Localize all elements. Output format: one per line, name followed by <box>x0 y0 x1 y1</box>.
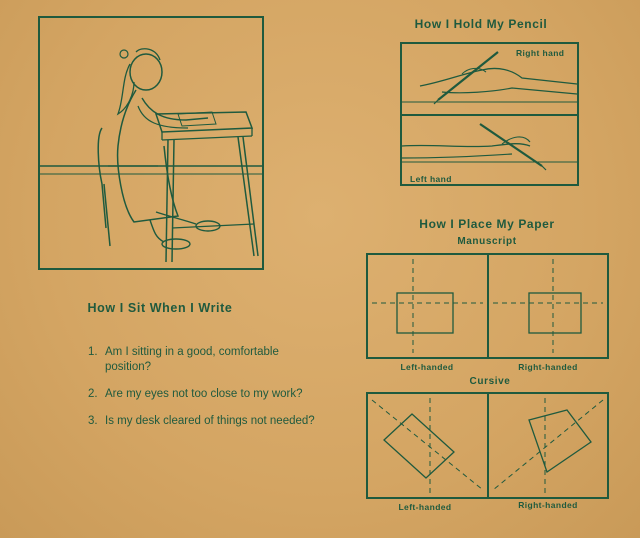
left-manuscript-paper-icon <box>368 255 487 357</box>
girl-at-desk-illustration <box>38 16 264 270</box>
posture-checklist <box>88 345 318 441</box>
manuscript-right-handed-label: Right-handed <box>518 362 578 372</box>
cursive-right-handed-label: Right-handed <box>518 500 578 510</box>
list-number: 1. <box>88 346 98 358</box>
list-text: Are my eyes not too close to my work? <box>105 388 303 400</box>
list-item <box>88 414 318 429</box>
right-hand-label: Right hand <box>516 48 565 58</box>
left-cursive-paper-icon <box>368 394 487 497</box>
cursive-diagram <box>366 392 609 499</box>
pencil-title: How I Hold My Pencil <box>414 17 548 31</box>
list-text: Am I sitting in a good, comfortable position? <box>105 346 279 373</box>
manuscript-left-handed-label: Left-handed <box>400 362 454 372</box>
list-item <box>88 345 318 375</box>
list-number: 3. <box>88 415 98 427</box>
pencil-diagrams <box>400 42 579 186</box>
list-text: Is my desk cleared of things not needed? <box>105 415 315 427</box>
list-number: 2. <box>88 388 98 400</box>
cursive-label: Cursive <box>469 376 511 387</box>
paper-title: How I Place My Paper <box>419 217 555 231</box>
manuscript-diagram <box>366 253 609 359</box>
right-manuscript-paper-icon <box>489 255 607 357</box>
sitting-title: How I Sit When I Write <box>87 301 233 315</box>
manuscript-label: Manuscript <box>457 236 517 247</box>
cursive-left-handed-label: Left-handed <box>398 502 452 512</box>
left-hand-label: Left hand <box>410 174 452 184</box>
list-item <box>88 387 318 402</box>
right-cursive-paper-icon <box>489 394 607 497</box>
